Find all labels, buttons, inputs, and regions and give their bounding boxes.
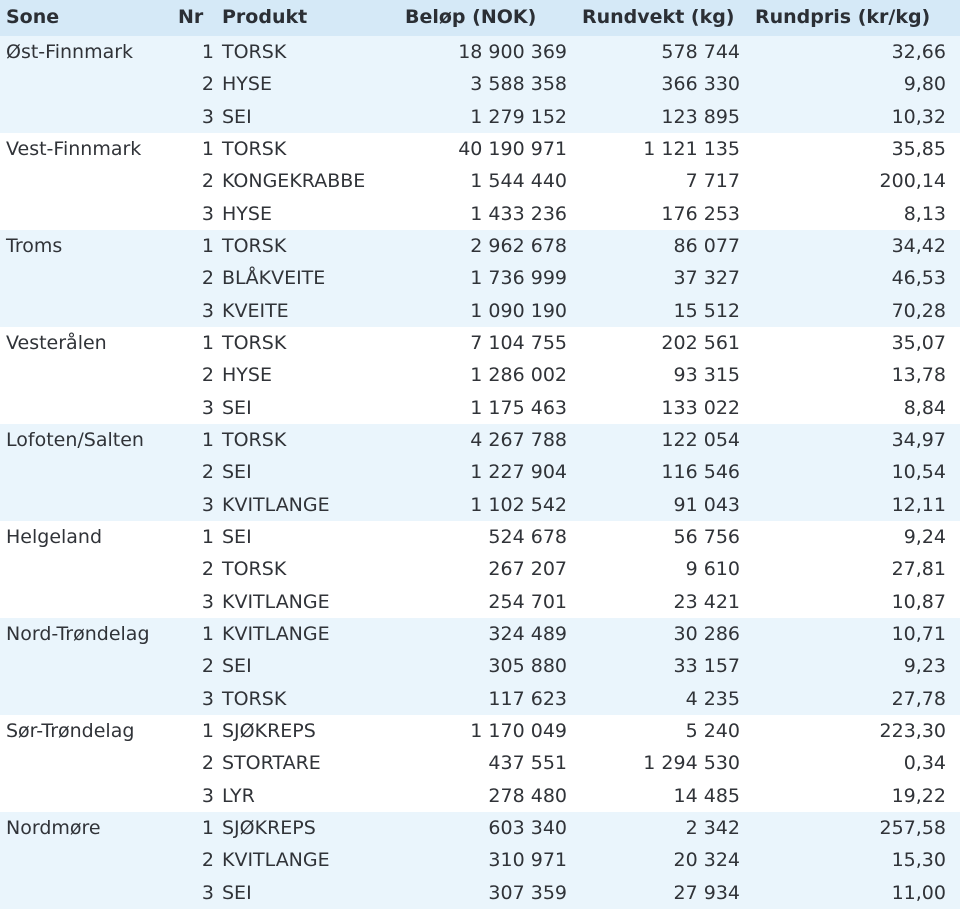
rank-number: 1 (201, 138, 214, 160)
zone-name: Vest-Finnmark (6, 138, 142, 160)
round-weight-kg: 20 324 (673, 849, 740, 871)
round-weight-kg: 5 240 (685, 720, 740, 742)
header-rundpris: Rundpris (kr/kg) (755, 6, 931, 28)
amount-nok: 117 623 (488, 688, 567, 710)
round-price-kr-kg: 35,85 (891, 138, 946, 160)
rank-number: 2 (201, 170, 214, 192)
rank-number: 1 (201, 720, 214, 742)
rank-number: 3 (201, 785, 214, 807)
round-price-kr-kg: 10,87 (891, 591, 946, 613)
product-name: KVEITE (222, 300, 289, 322)
round-price-kr-kg: 10,71 (891, 623, 946, 645)
round-weight-kg: 2 342 (685, 817, 740, 839)
product-name: TORSK (222, 138, 287, 160)
header-rundvekt: Rundvekt (kg) (582, 6, 735, 28)
product-name: KONGEKRABBE (222, 170, 366, 192)
product-name: KVITLANGE (222, 623, 330, 645)
round-price-kr-kg: 34,42 (891, 235, 946, 257)
amount-nok: 603 340 (488, 817, 567, 839)
zone-name: Lofoten/Salten (6, 429, 144, 451)
zone-name: Troms (6, 235, 63, 257)
round-price-kr-kg: 257,58 (879, 817, 946, 839)
round-weight-kg: 30 286 (673, 623, 740, 645)
round-weight-kg: 4 235 (685, 688, 740, 710)
product-name: SEI (222, 882, 252, 904)
amount-nok: 254 701 (488, 591, 567, 613)
product-name: HYSE (222, 364, 272, 386)
rank-number: 3 (201, 591, 214, 613)
product-name: LYR (222, 785, 255, 807)
rank-number: 2 (201, 461, 214, 483)
rank-number: 2 (201, 849, 214, 871)
zone-name: Helgeland (6, 526, 103, 548)
rank-number: 3 (201, 397, 214, 419)
product-name: SJØKREPS (222, 720, 316, 742)
product-name: TORSK (222, 558, 287, 580)
amount-nok: 324 489 (488, 623, 567, 645)
rank-number: 3 (201, 882, 214, 904)
round-weight-kg: 14 485 (673, 785, 740, 807)
amount-nok: 1 170 049 (470, 720, 567, 742)
round-weight-kg: 86 077 (673, 235, 740, 257)
rank-number: 1 (201, 429, 214, 451)
zone-name: Vesterålen (6, 332, 107, 354)
round-price-kr-kg: 13,78 (891, 364, 946, 386)
round-weight-kg: 202 561 (661, 332, 740, 354)
product-name: SEI (222, 106, 252, 128)
rank-number: 2 (201, 558, 214, 580)
product-name: TORSK (222, 332, 287, 354)
round-weight-kg: 37 327 (673, 267, 740, 289)
round-price-kr-kg: 70,28 (891, 300, 946, 322)
round-weight-kg: 15 512 (673, 300, 740, 322)
product-name: KVITLANGE (222, 591, 330, 613)
round-weight-kg: 123 895 (661, 106, 740, 128)
zone-group (0, 327, 960, 424)
product-name: HYSE (222, 73, 272, 95)
amount-nok: 3 588 358 (470, 73, 567, 95)
amount-nok: 1 279 152 (470, 106, 567, 128)
product-name: STORTARE (222, 752, 321, 774)
table-header (0, 0, 960, 36)
rank-number: 2 (201, 73, 214, 95)
amount-nok: 305 880 (488, 655, 567, 677)
amount-nok: 18 900 369 (458, 41, 567, 63)
rank-number: 3 (201, 106, 214, 128)
round-weight-kg: 56 756 (673, 526, 740, 548)
header-produkt: Produkt (222, 6, 308, 28)
round-weight-kg: 91 043 (673, 494, 740, 516)
round-weight-kg: 1 294 530 (643, 752, 740, 774)
amount-nok: 1 433 236 (470, 203, 567, 225)
zone-group (0, 133, 960, 230)
round-weight-kg: 33 157 (673, 655, 740, 677)
rank-number: 3 (201, 494, 214, 516)
product-name: SJØKREPS (222, 817, 316, 839)
round-price-kr-kg: 27,81 (891, 558, 946, 580)
rank-number: 1 (201, 526, 214, 548)
product-name: SEI (222, 397, 252, 419)
amount-nok: 310 971 (488, 849, 567, 871)
round-price-kr-kg: 10,54 (891, 461, 946, 483)
product-name: TORSK (222, 688, 287, 710)
rank-number: 3 (201, 300, 214, 322)
amount-nok: 437 551 (488, 752, 567, 774)
rank-number: 1 (201, 623, 214, 645)
rank-number: 1 (201, 332, 214, 354)
rank-number: 3 (201, 203, 214, 225)
rank-number: 2 (201, 752, 214, 774)
product-name: TORSK (222, 429, 287, 451)
round-price-kr-kg: 12,11 (891, 494, 946, 516)
zone-name: Sør-Trøndelag (6, 720, 135, 742)
amount-nok: 1 175 463 (470, 397, 567, 419)
round-price-kr-kg: 9,80 (903, 73, 946, 95)
zone-group (0, 230, 960, 327)
round-weight-kg: 1 121 135 (643, 138, 740, 160)
zone-group (0, 36, 960, 133)
round-price-kr-kg: 27,78 (891, 688, 946, 710)
amount-nok: 2 962 678 (470, 235, 567, 257)
round-price-kr-kg: 32,66 (891, 41, 946, 63)
round-weight-kg: 9 610 (685, 558, 740, 580)
product-name: SEI (222, 526, 252, 548)
round-price-kr-kg: 8,84 (903, 397, 946, 419)
product-name: KVITLANGE (222, 494, 330, 516)
rank-number: 2 (201, 364, 214, 386)
round-price-kr-kg: 10,32 (891, 106, 946, 128)
rank-number: 1 (201, 817, 214, 839)
amount-nok: 4 267 788 (470, 429, 567, 451)
amount-nok: 1 227 904 (470, 461, 567, 483)
product-name: SEI (222, 655, 252, 677)
amount-nok: 1 736 999 (470, 267, 567, 289)
round-weight-kg: 176 253 (661, 203, 740, 225)
round-price-kr-kg: 15,30 (891, 849, 946, 871)
product-name: SEI (222, 461, 252, 483)
amount-nok: 278 480 (488, 785, 567, 807)
amount-nok: 1 544 440 (470, 170, 567, 192)
zone-group (0, 715, 960, 812)
product-name: HYSE (222, 203, 272, 225)
round-weight-kg: 133 022 (661, 397, 740, 419)
amount-nok: 1 102 542 (470, 494, 567, 516)
product-name: TORSK (222, 235, 287, 257)
amount-nok: 40 190 971 (458, 138, 567, 160)
zone-name: Nord-Trøndelag (6, 623, 150, 645)
rank-number: 1 (201, 41, 214, 63)
amount-nok: 307 359 (488, 882, 567, 904)
product-name: BLÅKVEITE (222, 267, 326, 289)
round-weight-kg: 7 717 (685, 170, 740, 192)
zone-group (0, 521, 960, 618)
header-sone: Sone (6, 6, 60, 28)
round-price-kr-kg: 34,97 (891, 429, 946, 451)
round-weight-kg: 23 421 (673, 591, 740, 613)
round-price-kr-kg: 19,22 (891, 785, 946, 807)
rank-number: 2 (201, 267, 214, 289)
round-weight-kg: 116 546 (661, 461, 740, 483)
amount-nok: 267 207 (488, 558, 567, 580)
product-name: TORSK (222, 41, 287, 63)
zone-name: Nordmøre (6, 817, 101, 839)
round-weight-kg: 578 744 (661, 41, 740, 63)
round-price-kr-kg: 11,00 (891, 882, 946, 904)
round-price-kr-kg: 9,24 (903, 526, 946, 548)
round-weight-kg: 122 054 (661, 429, 740, 451)
rank-number: 2 (201, 655, 214, 677)
header-belop: Beløp (NOK) (405, 6, 537, 28)
round-price-kr-kg: 0,34 (903, 752, 946, 774)
amount-nok: 7 104 755 (470, 332, 567, 354)
zone-group (0, 424, 960, 521)
zone-group (0, 812, 960, 909)
round-price-kr-kg: 46,53 (891, 267, 946, 289)
round-weight-kg: 93 315 (673, 364, 740, 386)
round-price-kr-kg: 8,13 (903, 203, 946, 225)
header-nr: Nr (178, 6, 204, 28)
round-weight-kg: 366 330 (661, 73, 740, 95)
amount-nok: 524 678 (488, 526, 567, 548)
amount-nok: 1 286 002 (470, 364, 567, 386)
zone-name: Øst-Finnmark (6, 41, 134, 63)
zone-group (0, 618, 960, 715)
round-price-kr-kg: 9,23 (903, 655, 946, 677)
rank-number: 1 (201, 235, 214, 257)
round-price-kr-kg: 223,30 (879, 720, 946, 742)
product-name: KVITLANGE (222, 849, 330, 871)
round-price-kr-kg: 200,14 (879, 170, 946, 192)
round-weight-kg: 27 934 (673, 882, 740, 904)
rank-number: 3 (201, 688, 214, 710)
round-price-kr-kg: 35,07 (891, 332, 946, 354)
amount-nok: 1 090 190 (470, 300, 567, 322)
